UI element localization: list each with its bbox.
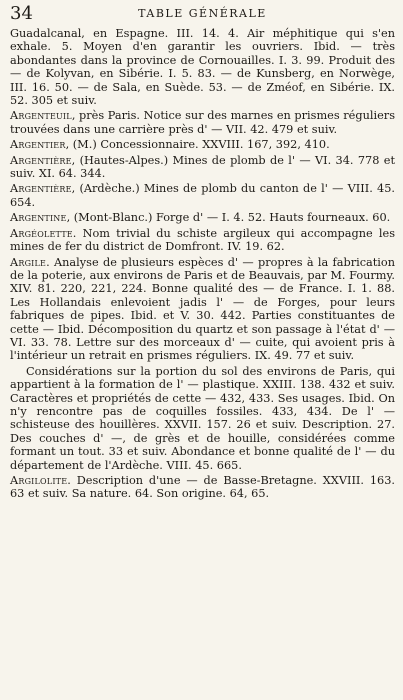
entry-text: Guadalcanal, en Espagne. III. 14. 4. Air méphitique qui s'en exhale. 5. Moyen d'en garantir les ouvriers. Ibid. — très abondantes dans la province de Cornouailles. I. 3. 99. Produit des — de Kolyvan, en Sibérie. I. 5. 83. — de Kunsberg, en Norwège, III. 16. 50. — de Sala, en Suède. 53. — de Zméof, en Sibérie. IX. 52. 305 et suiv. <box>10 27 395 108</box>
index-entry <box>10 109 395 136</box>
entry-headword: Argilolite <box>10 474 68 487</box>
index-entry <box>10 256 395 363</box>
entry-headword: Argentière <box>10 153 72 167</box>
entry-headword: Argentier <box>10 138 66 152</box>
index-entries <box>10 27 395 501</box>
entry-text: , (Hautes-Alpes.) Mines de plomb de l' — VI. 34. 778 et suiv. XI. 64. 344. <box>10 153 395 181</box>
entry-text: , (Mont-Blanc.) Forge d' — I. 4. 52. Hauts fourneaux. 60. <box>66 211 391 225</box>
entry-text: Considérations sur la portion du sol des environs de Paris, qui appartient à la formation de l' — plastique. XXIII. 138. 432 et suiv. Caractères et propriétés de cette — 432, 433. Ses usages. Ibid. On n'y rencontre pas de coquilles fossiles. 433, 434. De l' — schisteuse des houillères. XXVII. 157. 26 et suiv. Description. 27. Des couches d' —, de grès et de houille, considérées comme formant un tout. 33 et suiv. Abondance et bonne qualité de l' — du département de l'Ardèche. VIII. 45. 665. <box>10 364 395 472</box>
index-entry <box>10 211 395 224</box>
entry-text: , près Paris. Notice sur des marnes en prismes réguliers trouvées dans une carrière près d' — VII. 42. 479 et suiv. <box>10 109 395 136</box>
running-title: TABLE GÉNÉRALE <box>138 7 267 20</box>
entry-headword: Argenteuil <box>10 109 72 123</box>
index-entry-continuation <box>10 365 395 472</box>
entry-headword: Argile <box>10 255 47 269</box>
index-entry <box>10 227 395 254</box>
index-entry <box>10 27 395 107</box>
page-header <box>10 4 395 26</box>
index-entry <box>10 138 395 151</box>
entry-text: . Nom trivial du schiste argileux qui accompagne les mines de fer du district de Domfront. IV. 19. 62. <box>10 226 395 254</box>
page-number: 34 <box>10 3 33 24</box>
entry-text: . Analyse de plusieurs espèces d' — propres à la fabrication de la poterie, aux environs de Paris et de Beauvais, par M. Fourmy. XIV. 81. 220, 221, 224. Bonne qualité des — de France. I. 1. 88. Les Hollandais enlevoient jadis l' — de Forges, pour leurs fabriques de pipes. Ibid. et V. 30. 442. Parties constituantes de cette — Ibid. Décomposition du quartz et son passage à l'état d' — VI. 33. 78. Lettre sur des morceaux d' — cuite, qui avoient pris à l'intérieur un retrait en prismes réguliers. IX. 49. 77 et suiv. <box>10 255 395 363</box>
entry-text: . Description d'une — de Basse-Bretagne. XXVIII. 163. 63 et suiv. Sa nature. 64. Son origine. 64, 65. <box>10 474 395 501</box>
index-entry <box>10 154 395 181</box>
entry-headword: Argentine <box>10 211 67 225</box>
index-entry <box>10 474 395 501</box>
entry-headword: Argéolette <box>10 226 73 240</box>
entry-text: , (Ardèche.) Mines de plomb du canton de l' — VIII. 45. 654. <box>10 182 395 209</box>
index-entry <box>10 182 395 209</box>
entry-headword: Argentière <box>10 182 72 196</box>
entry-text: , (M.) Concessionnaire. XXVIII. 167, 392, 410. <box>65 138 330 152</box>
